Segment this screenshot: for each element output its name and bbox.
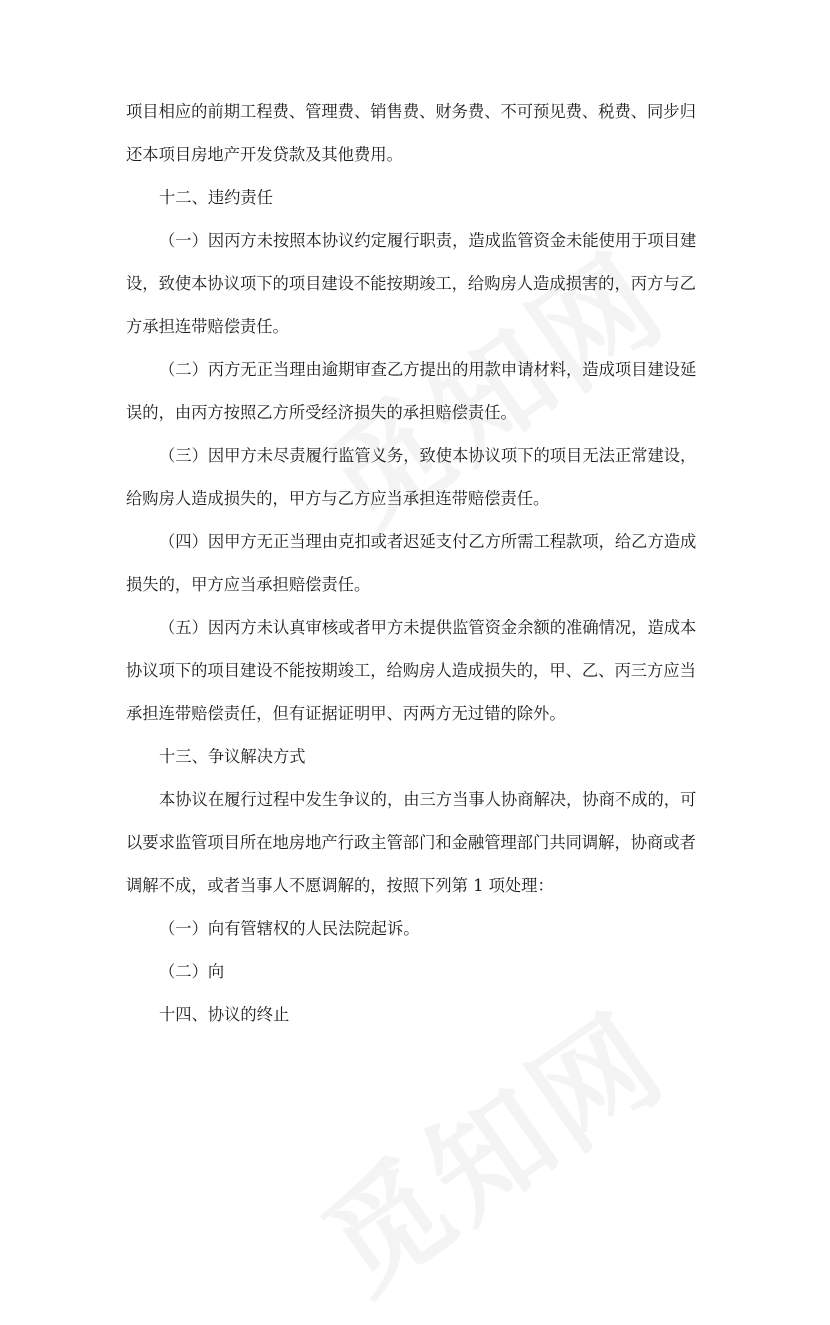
paragraph-line: 方承担连带赔偿责任。	[126, 317, 289, 336]
paragraph-line: 损失的，甲方应当承担赔偿责任。	[126, 575, 371, 594]
section-heading: 十四、协议的终止	[159, 1005, 290, 1024]
document-body	[126, 102, 716, 1025]
paragraph-line: （四）因甲方无正当理由克扣或者迟延支付乙方所需工程款项，给乙方造成	[159, 532, 697, 551]
paragraph-line: 项目相应的前期工程费、管理费、销售费、财务费、不可预见费、税费、同步归	[126, 102, 696, 121]
paragraph-line: 误的，由丙方按照乙方所受经济损失的承担赔偿责任。	[126, 403, 517, 422]
paragraph-line: 还本项目房地产开发贷款及其他费用。	[126, 145, 403, 164]
paragraph-line: 以要求监管项目所在地房地产行政主管部门和金融管理部门共同调解，协商或者	[126, 833, 696, 852]
paragraph-line: （三）因甲方未尽责履行监管义务，致使本协议项下的项目无法正常建设，	[159, 446, 697, 465]
paragraph-line: （二）丙方无正当理由逾期审查乙方提出的用款申请材料，造成项目建设延	[159, 360, 697, 379]
paragraph-line: （二）向	[159, 962, 225, 981]
paragraph-line: 协议项下的项目建设不能按期竣工，给购房人造成损失的，甲、乙、丙三方应当	[126, 661, 696, 680]
section-heading: 十二、违约责任	[159, 188, 273, 207]
paragraph-line: （一）因丙方未按照本协议约定履行职责，造成监管资金未能使用于项目建	[159, 231, 697, 250]
paragraph-line: 调解不成，或者当事人不愿调解的，按照下列第 1 项处理：	[126, 876, 554, 895]
paragraph-line: 设，致使本协议项下的项目建设不能按期竣工，给购房人造成损害的，丙方与乙	[126, 274, 696, 293]
section-heading: 十三、争议解决方式	[159, 747, 306, 766]
paragraph-line: 本协议在履行过程中发生争议的，由三方当事人协商解决，协商不成的，可	[159, 790, 697, 809]
paragraph-line: （五）因丙方未认真审核或者甲方未提供监管资金余额的准确情况，造成本	[159, 618, 697, 637]
paragraph-line: 承担连带赔偿责任，但有证据证明甲、丙两方无过错的除外。	[126, 704, 566, 723]
paragraph-line: 给购房人造成损失的，甲方与乙方应当承担连带赔偿责任。	[126, 489, 550, 508]
paragraph-line: （一）向有管辖权的人民法院起诉。	[159, 919, 420, 938]
